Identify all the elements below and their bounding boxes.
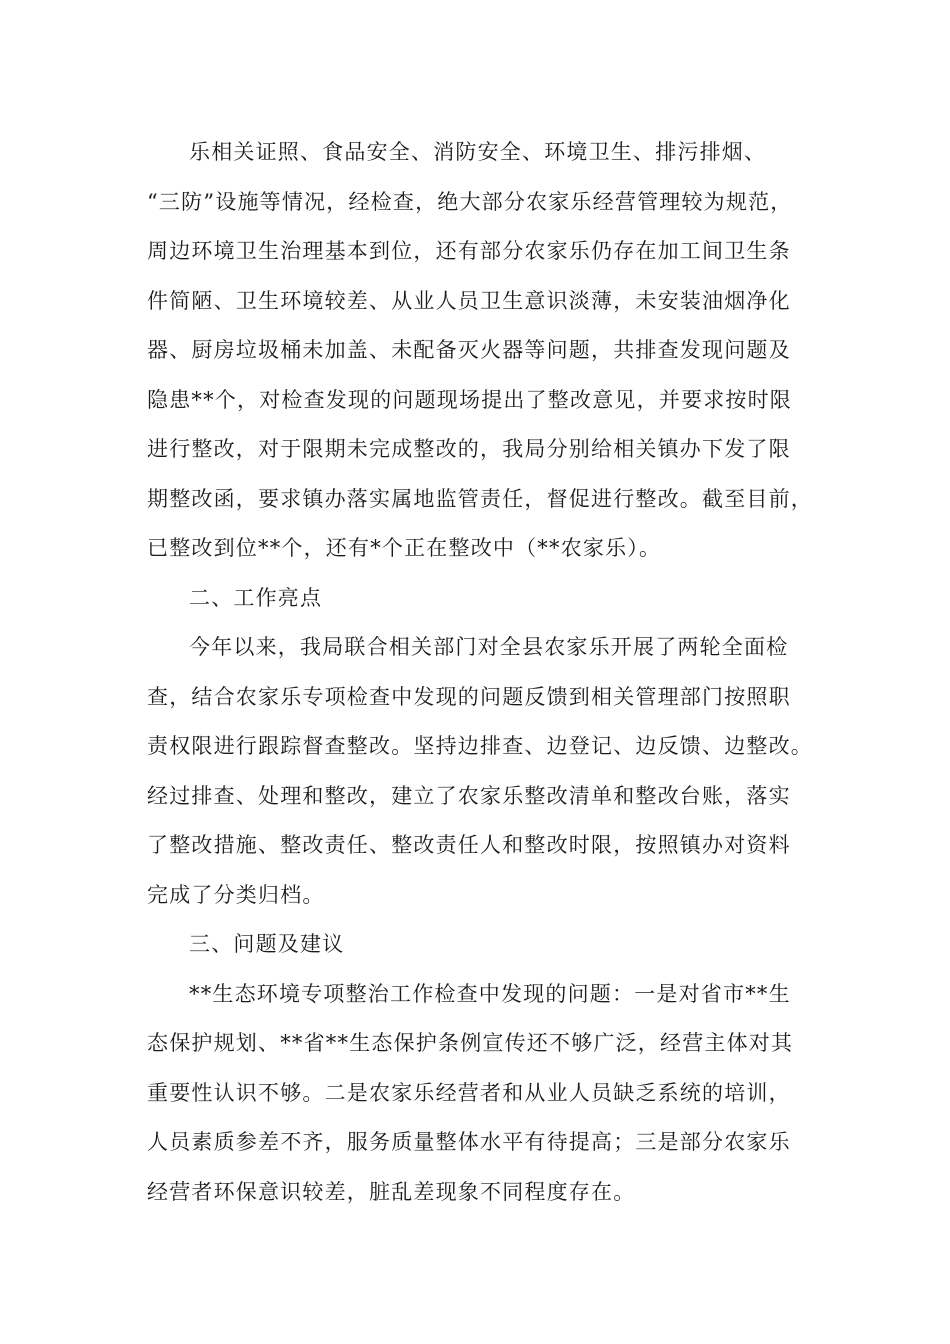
text-line: 责权限进行跟踪督查整改。坚持边排查、边登记、边反馈、边整改。 [147, 734, 813, 758]
text-line: 经营者环保意识较差，脏乱差现象不同程度存在。 [147, 1179, 636, 1204]
text-line: 经过排查、处理和整改，建立了农家乐整改清单和整改台账，落实 [147, 783, 791, 808]
text-line: 今年以来，我局联合相关部门对全县农家乐开展了两轮全面检 [189, 635, 789, 659]
text-line: 器、厨房垃圾桶未加盖、未配备灭火器等问题，共排查发现问题及 [147, 338, 791, 362]
section-3-paragraph [147, 970, 827, 1218]
text-line: 态保护规划、**省**生态保护条例宣传还不够广泛，经营主体对其 [147, 1031, 794, 1055]
text-line: 隐患**个，对检查发现的问题现场提出了整改意见，并要求按时限 [147, 387, 792, 412]
text-line: 进行整改，对于限期未完成整改的，我局分别给相关镇办下发了限 [147, 437, 791, 461]
text-line: 人员素质参差不齐，服务质量整体水平有待提高；三是部分农家乐 [147, 1130, 791, 1154]
text-line: 件简陋、卫生环境较差、从业人员卫生意识淡薄，未安装油烟净化 [147, 288, 791, 313]
section-2-paragraph [147, 623, 827, 920]
text-line: 查，结合农家乐专项检查中发现的问题反馈到相关管理部门按照职 [147, 684, 791, 709]
section-heading-problems-suggestions: 三、问题及建议 [189, 932, 345, 956]
text-line: **生态环境专项整治工作检查中发现的问题：一是对省市**生 [189, 981, 791, 1006]
text-line: 周边环境卫生治理基本到位，还有部分农家乐仍存在加工间卫生条 [147, 239, 791, 263]
text-line: 完成了分类归档。 [147, 882, 325, 907]
text-line: 期整改函，要求镇办落实属地监管责任，督促进行整改。截至目前， [147, 486, 813, 511]
text-line: 已整改到位**个，还有*个正在整改中（**农家乐）。 [147, 536, 662, 560]
paragraph-continuation [147, 128, 827, 574]
text-line: 乐相关证照、食品安全、消防安全、环境卫生、排污排烟、 [189, 140, 767, 164]
section-heading-work-highlights: 二、工作亮点 [189, 585, 323, 610]
text-line: “三防”设施等情况，经检查，绝大部分农家乐经营管理较为规范， [147, 189, 793, 214]
text-line: 了整改措施、整改责任、整改责任人和整改时限，按照镇办对资料 [147, 833, 791, 857]
document-body [147, 128, 827, 1217]
text-line: 重要性认识不够。二是农家乐经营者和从业人员缺乏系统的培训， [147, 1080, 791, 1105]
